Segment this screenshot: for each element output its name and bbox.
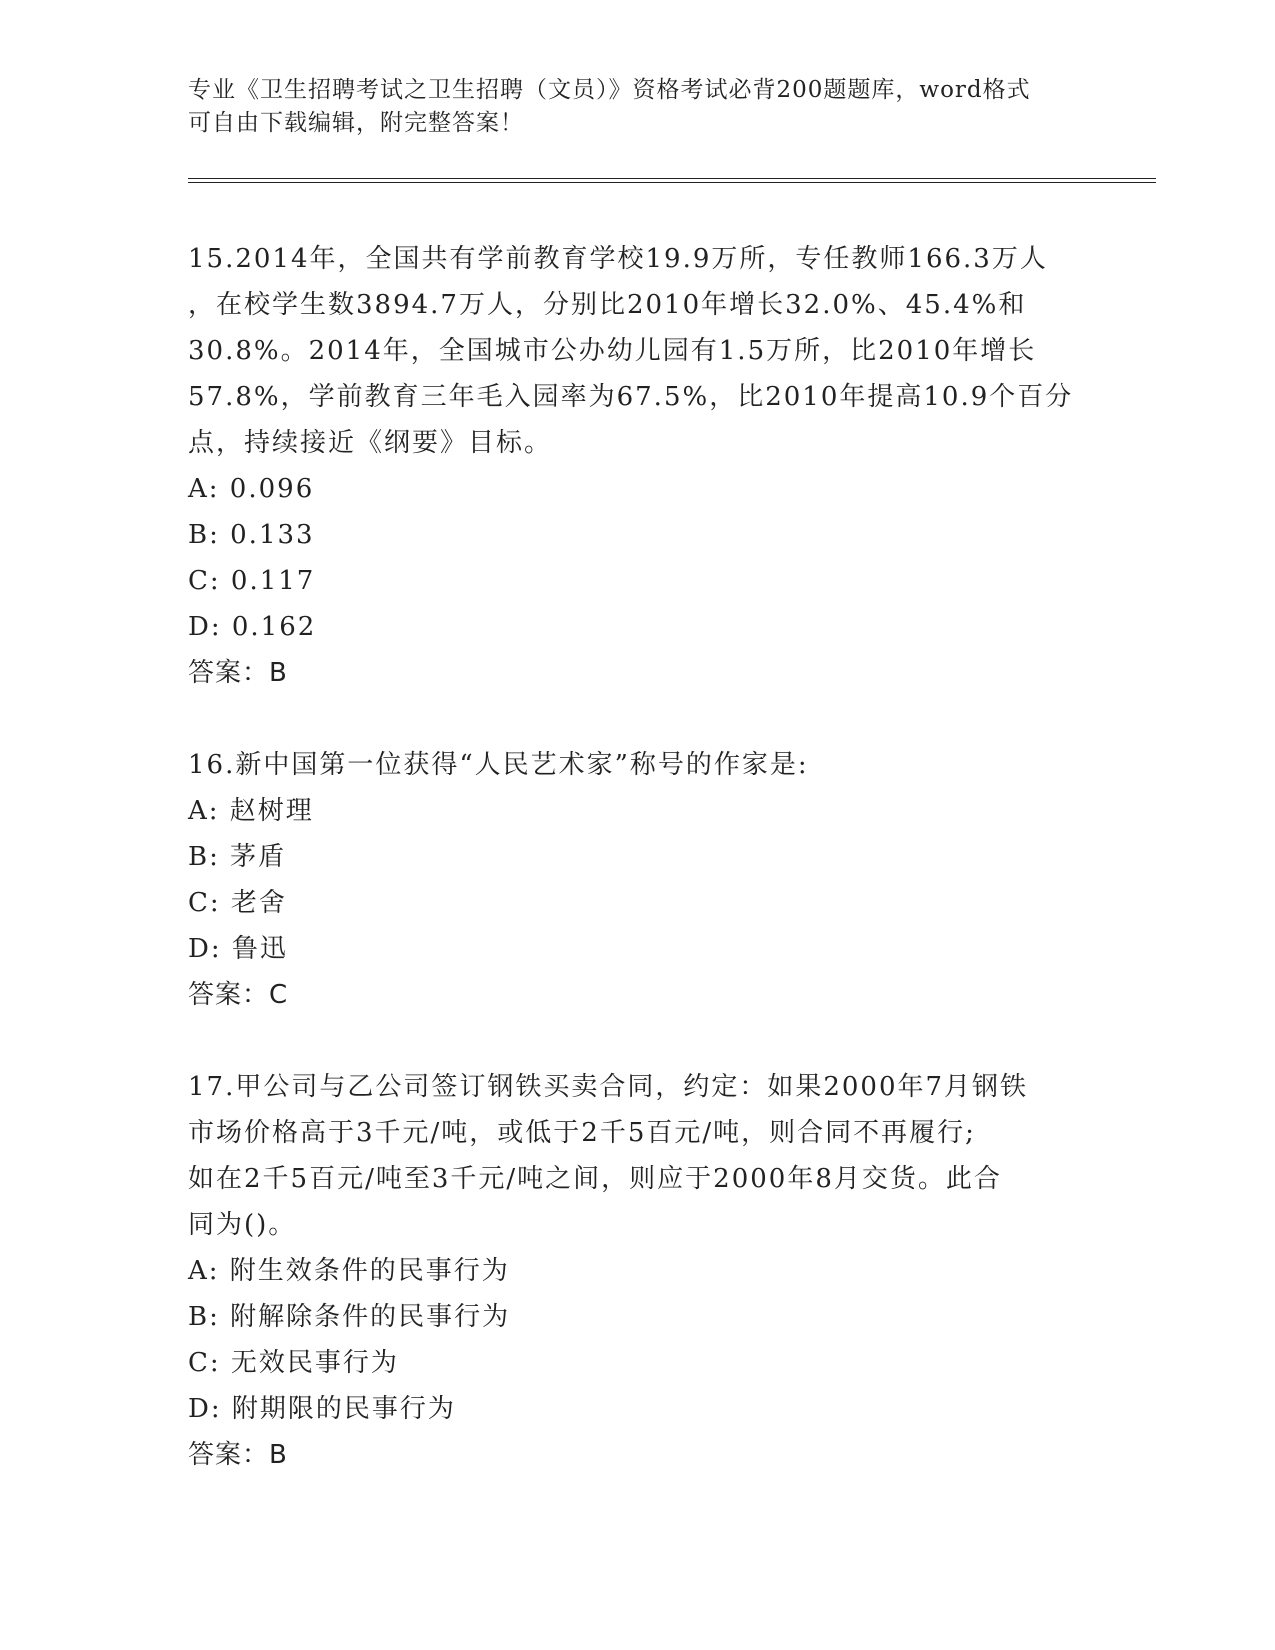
question-text-line: 15.2014年，全国共有学前教育学校19.9万所，专任教师166.3万人 [188, 244, 1048, 274]
question-text-line: ，在校学生数3894.7万人，分别比2010年增长32.0%、45.4%和 [188, 290, 1027, 320]
option-d: D: 附期限的民事行为 [188, 1394, 456, 1424]
option-c: C: 老舍 [188, 888, 287, 918]
header-title-line-2: 可自由下载编辑，附完整答案！ [188, 110, 524, 136]
question-text-line: 如在2千5百元/吨至3千元/吨之间，则应于2000年8月交货。此合 [188, 1164, 1002, 1194]
option-a: A: 赵树理 [188, 796, 314, 826]
option-d: D: 鲁迅 [188, 934, 288, 964]
answer-line: 答案：B [188, 1440, 288, 1470]
option-b: B: 0.133 [188, 520, 315, 550]
option-c: C: 无效民事行为 [188, 1348, 399, 1378]
document-header [188, 74, 1088, 140]
option-b: B: 茅盾 [188, 842, 287, 872]
option-c: C: 0.117 [188, 566, 316, 596]
header-title-line-1: 专业《卫生招聘考试之卫生招聘（文员）》资格考试必背200题题库，word格式 [188, 77, 1031, 103]
question-text-line: 16.新中国第一位获得“人民艺术家”称号的作家是: [188, 750, 809, 780]
option-a: A: 附生效条件的民事行为 [188, 1256, 510, 1286]
question-15 [188, 236, 1088, 696]
questions-list [188, 236, 1088, 1524]
option-d: D: 0.162 [188, 612, 317, 642]
question-text-line: 57.8%，学前教育三年毛入园率为67.5%，比2010年提高10.9个百分 [188, 382, 1074, 412]
question-text-line: 点，持续接近《纲要》目标。 [188, 428, 553, 458]
option-a: A: 0.096 [188, 474, 315, 504]
header-double-rule [188, 178, 1156, 183]
question-text-line: 30.8%。2014年，全国城市公办幼儿园有1.5万所，比2010年增长 [188, 336, 1037, 366]
question-text-line: 市场价格高于3千元/吨，或低于2千5百元/吨，则合同不再履行; [188, 1118, 976, 1148]
option-b: B: 附解除条件的民事行为 [188, 1302, 511, 1332]
question-16 [188, 742, 1088, 1018]
question-17 [188, 1064, 1088, 1478]
question-text-line: 同为()。 [188, 1210, 297, 1240]
answer-line: 答案：C [188, 980, 289, 1010]
answer-line: 答案：B [188, 658, 288, 688]
question-text-line: 17.甲公司与乙公司签订钢铁买卖合同，约定：如果2000年7月钢铁 [188, 1072, 1029, 1102]
